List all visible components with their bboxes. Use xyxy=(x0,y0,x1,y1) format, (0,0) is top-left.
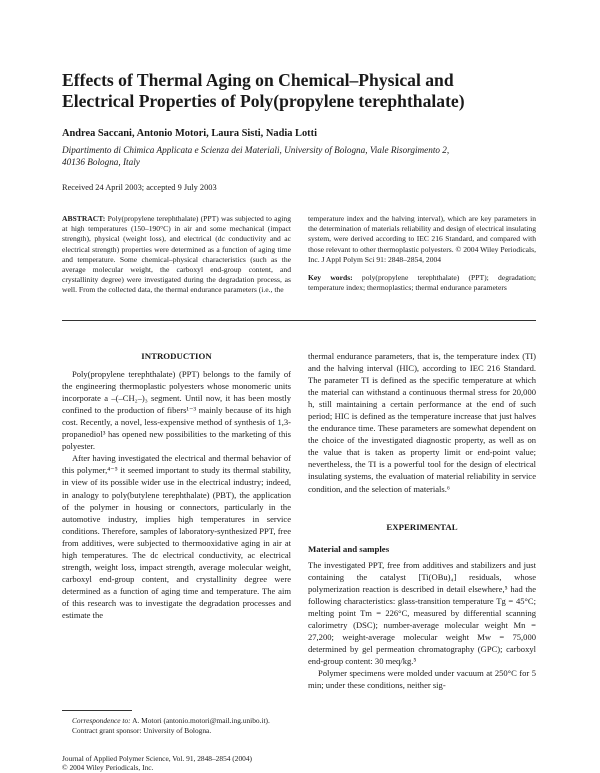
correspondence-label: Correspondence to: xyxy=(72,716,131,725)
abstract-right xyxy=(308,214,536,293)
correspondence-text: A. Motori (antonio.motori@mail.ing.unibo.it). xyxy=(132,716,270,725)
affiliation xyxy=(62,145,522,168)
introduction-heading: INTRODUCTION xyxy=(141,351,212,361)
received-date: Received 24 April 2003; accepted 9 July 2003 xyxy=(62,183,217,192)
affiliation-line-2: 40136 Bologna, Italy xyxy=(62,156,140,167)
keywords-text: poly(propylene terephthalate) (PPT); degradation; temperature index; thermoplastics; thermal endurance parameters xyxy=(308,273,536,293)
affiliation-line-1: Dipartimento di Chimica Applicata e Scienza dei Materiali, University of Bologna, Viale Risorgimento 2, xyxy=(62,145,450,155)
journal-info xyxy=(62,754,291,773)
keywords xyxy=(308,273,536,293)
abstract-left-text: Poly(propylene terephthalate) (PPT) was subjected to aging at high temperatures (150–190°C) in air and some mechanical (impact strength), physical (weight loss), and electrical (dc conductivity and ac electrical strength) properties were determined as a function of aging time and temperature. Some chemical–physical characteristics (such as the average molecular weight, the carboxyl end-group content, and crystallinity degree) were investigated during the degradation process, as well. From the collected data, the thermal endurance parameters (i.e., the xyxy=(62,214,291,295)
article-title xyxy=(62,70,542,112)
abstract-divider xyxy=(62,320,536,321)
abstract-label: ABSTRACT: xyxy=(62,214,106,223)
abstract-left xyxy=(62,214,291,296)
title-line-1: Effects of Thermal Aging on Chemical–Physical and xyxy=(62,70,454,90)
journal-copyright: © 2004 Wiley Periodicals, Inc. xyxy=(62,763,154,773)
intro-paragraph-1: Poly(propylene terephthalate) (PPT) belongs to the family of the engineering thermoplastic polyesters whose monomeric units incorporate a –(–CH₂–)₃ segment. Until now, it has been mostly confined to the production of fibers¹⁻³ mainly because of its high cost. Recently, a novel, less-expensive method of synthesis of 1,3-propanediol³ has opened new possibilities to the marketing of this polyester. xyxy=(62,369,291,452)
abstract-right-text: temperature index and the halving interval), which are key parameters in the determination of materials reliability and design of electrical insulating system, were derived according to IEC 216 Standard, and compared with those relevant to other thermoplastic polyesters. © 2004 Wiley Periodicals, Inc. J Appl Polym Sci 91: 2848–2854, 2004 xyxy=(308,214,536,264)
footnote-divider xyxy=(62,710,132,711)
keywords-label: Key words: xyxy=(308,273,353,283)
experimental-paragraph-2: Polymer specimens were molded under vacuum at 250°C for 5 min; under these conditions, neither sig- xyxy=(308,668,536,691)
author-list: Andrea Saccani, Antonio Motori, Laura Sisti, Nadia Lotti xyxy=(62,128,317,139)
title-line-2: Electrical Properties of Poly(propylene terephthalate) xyxy=(62,91,465,111)
body-column-right xyxy=(308,350,536,691)
grant-note: Contract grant sponsor: University of Bologna. xyxy=(72,725,212,735)
journal-citation: Journal of Applied Polymer Science, Vol. 91, 2848–2854 (2004) xyxy=(62,754,253,763)
intro-paragraph-2: After having investigated the electrical and thermal behavior of this polymer,⁴⁻⁵ it seemed important to study its thermal stability, in view of its possible wider use in the electrical industry; indeed, in analogy to poly(butylene terephthalate) (PBT), the application of the polymer in housing or connectors, particularly in the automotive industry, implies high temperatures in service conditions. Therefore, samples of laboratory-synthesized PPT, free from additives, were subjected to thermooxidative aging in air at high temperatures. The dc electrical conductivity, ac electrical strength, weight loss, impact strength, average molecular weight, carboxyl end-group content, and crystallinity degree were determined as a function of aging time and temperature. The aim of this research was to investigate the degradation processes and estimate the xyxy=(62,453,291,620)
correspondence-note xyxy=(72,716,291,726)
experimental-paragraph-1: The investigated PPT, free from additives and stabilizers and just containing the catalyst [Ti(OBu)₄] residuals, whose polymerization reaction is described in detail elsewhere,⁵ had the following characteristics: glass-transition temperature Tg = 45°C; melting point Tm = 226°C, measured by differential scanning calorimetry (DSC); number-average molecular weight Mn = 27,200; weight-average molecular weight Mw = 75,000 determined by gel permeation chromatography (GPC); carboxyl end-group content: 30 meq/kg.⁵ xyxy=(308,559,536,667)
materials-subheading: Material and samples xyxy=(308,543,390,554)
body-column-left xyxy=(62,350,291,621)
footnotes xyxy=(62,716,291,735)
experimental-heading: EXPERIMENTAL xyxy=(386,521,458,532)
intro-paragraph-3: thermal endurance parameters, that is, the temperature index (TI) and the halving interval (HIC), according to IEC 216 Standard. The parameter TI is defined as the specific temperature at which the material can withstand a continuous thermal stress for 20,000 h, still maintaining a certain performance at the end of such period; HIC is defined as the temperature increase that just halves the endurance time. These parameters are somewhat dependent on the choice of the investigated diagnostic property, as well as on the value that is taken as property limit or end-point value; nevertheless, the TI is a powerful tool for the design of electrical insulating systems, the evaluation of material reliability in service condition, and the selection of materials.⁶ xyxy=(308,351,536,494)
